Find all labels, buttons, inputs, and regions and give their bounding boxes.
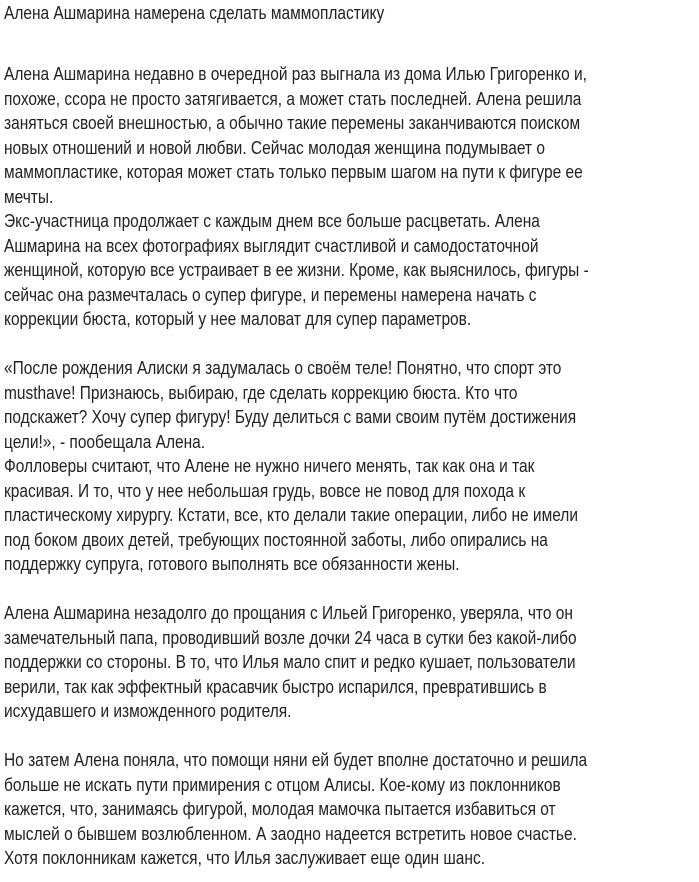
text-line: красивая. И то, что у нее небольшая грудь, вовсе не повод для похода к [4,481,526,501]
text-line: женщиной, которую все устраивает в ее жизни. Кроме, как выяснилось, фигуры - [4,260,589,280]
text-line: заняться своей внешностью, а обычно такие перемены заканчиваются поиском [4,113,581,133]
text-line: Ашмарина на всех фотографиях выглядит счастливой и самодостаточной [4,236,539,256]
text-line: кажется, что, занимаясь фигурой, молодая мамочка пытается избавиться от [4,799,556,819]
text-line: сейчас она размечталась о супер фигуре, и перемены намерена начать с [4,285,537,305]
text-line: маммопластике, которая может стать только первым шагом на пути к фигуре ее [4,162,583,182]
text-line: новых отношений и новой любви. Сейчас молодая женщина подумывает о [4,138,545,158]
text-line: Алена Ашмарина недавно в очередной раз выгнала из дома Илью Григоренко и, [4,64,587,84]
text-line: исхудавшего и изможденного родителя. [4,701,292,721]
text-line: поддержки со стороны. В то, что Илья мало спит и редко кушает, пользователи [4,652,576,672]
text-line: мечты. [4,187,54,207]
text-line: верили, так как эффектный красавчик быстро испарился, превратившись в [4,677,547,697]
text-line: «После рождения Алиски я задумалась о своём теле! Понятно, что спорт это [4,358,562,378]
text-line: пластическому хирургу. Кстати, все, кто делали такие операции, либо не имели [4,505,578,525]
text-line: под боком двоих детей, требующих постоянной заботы, либо опирались на [4,530,548,550]
text-line: замечательный папа, проводивший возле дочки 24 часа в сутки без какой-либо [4,628,577,648]
text-line: Хотя поклонникам кажется, что Илья заслуживает еще один шанс. [4,848,486,868]
text-line: Экс-участница продолжает с каждым днем все больше расцветать. Алена [4,211,540,231]
text-line: похоже, ссора не просто затягивается, а может стать последней. Алена решила [4,89,582,109]
text-line: Алена Ашмарина незадолго до прощания с Ильей Григоренко, уверяла, что он [4,603,573,623]
text-line: цели!», - пообещала Алена. [4,432,206,452]
text-line: больше не искать пути примирения с отцом Алисы. Кое-кому из поклонников [4,775,561,795]
text-line: мыслей о бывшем возлюбленном. А заодно надеется встретить новое счастье. [4,824,577,844]
text-line: коррекции бюста, который у нее маловат для супер параметров. [4,309,472,329]
text-line: musthave! Признаюсь, выбираю, где сделать коррекцию бюста. Кто что [4,383,518,403]
article-title: Алена Ашмарина намерена сделать маммопластику [4,3,385,23]
text-line: поддержку супруга, готового выполнять все обязанности жены. [4,554,460,574]
text-line: подскажет? Хочу супер фигуру! Буду делиться с вами своим путём достижения [4,407,577,427]
text-line: Фолловеры считают, что Алене не нужно ничего менять, так как она и так [4,456,535,476]
text-line: Но затем Алена поняла, что помощи няни ей будет вполне достаточно и решила [4,750,588,770]
